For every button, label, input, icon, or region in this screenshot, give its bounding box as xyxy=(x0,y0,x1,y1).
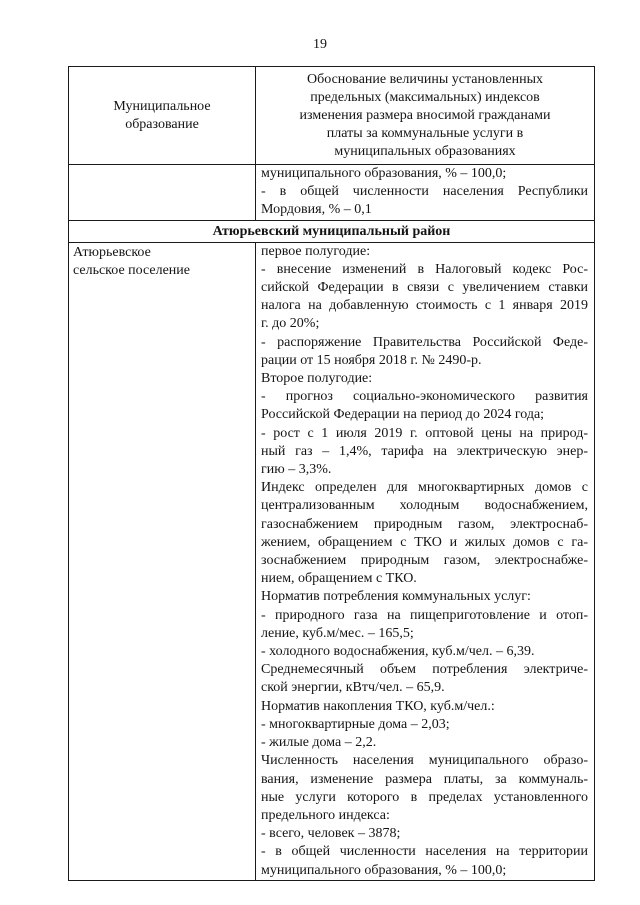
text-line: - природного газа на пищеприготовление и отоп- xyxy=(261,607,588,623)
text-line: Второе полугодие: xyxy=(261,371,373,387)
header-right-line: платы за коммунальные услуги в xyxy=(326,126,524,141)
municipal-index-table xyxy=(68,66,595,881)
text-line: ные услуги которого в пределах установленного xyxy=(261,789,588,805)
text-line: налога на добавленную стоимость с 1 января 2019 xyxy=(261,298,588,314)
header-justification xyxy=(256,67,595,165)
text-line: ление, куб.м/мес. – 165,5; xyxy=(261,625,414,641)
text-line: гию – 3,3%. xyxy=(261,462,332,478)
page-number: 19 xyxy=(313,37,327,52)
header-right-line: предельных (максимальных) индексов xyxy=(310,90,540,105)
text-line: предельного индекса: xyxy=(261,807,390,823)
text-line: ской энергии, кВтч/чел. – 65,9. xyxy=(261,680,445,696)
text-line: - многоквартирные дома – 2,03; xyxy=(261,716,450,732)
text-line: жением, обращением с ТКО и жилых домов с га- xyxy=(261,534,588,550)
header-left-line: Муниципальное xyxy=(113,98,211,114)
header-municipality xyxy=(69,67,256,165)
municipality-name-line: сельское поселение xyxy=(73,262,190,278)
text-line: - внесение изменений в Налоговый кодекс Рос- xyxy=(261,261,588,277)
text-line: Норматив накопления ТКО, куб.м/чел.: xyxy=(261,698,495,714)
municipality-name-line: Атюрьевское xyxy=(73,244,151,260)
text-line: сийской Федерации в связи с увеличением ставки xyxy=(261,280,588,296)
text-line: Численность населения муниципального образо- xyxy=(261,753,588,769)
text-line: вания, изменение размера платы, за коммуналь- xyxy=(261,771,588,787)
text-line: - в общей численности населения на территории xyxy=(261,844,588,860)
text-line: рации от 15 ноября 2018 г. № 2490-р. xyxy=(261,352,482,368)
text-line: г. до 20%; xyxy=(261,316,320,332)
text-line: Норматив потребления коммунальных услуг: xyxy=(261,589,531,605)
text-line: ный газ – 1,4%, тарифа на электрическую энер- xyxy=(261,443,588,459)
text-line: зоснабжением природным газом, электроснабже- xyxy=(261,553,588,569)
text-line: нием, обращением с ТКО. xyxy=(261,571,417,587)
continued-row xyxy=(69,165,595,221)
header-right-line: Обоснование величины установленных xyxy=(306,72,543,87)
text-line: Мордовия, % – 0,1 xyxy=(261,202,372,218)
text-line: - прогноз социально-экономического развития xyxy=(261,389,588,405)
text-line: газоснабжением природным газом, электроснаб- xyxy=(261,516,588,532)
text-line: - распоряжение Правительства Российской Феде- xyxy=(261,334,588,350)
text-line: муниципального образования, % – 100,0; xyxy=(261,166,507,181)
section-row xyxy=(69,220,595,242)
continued-left-cell xyxy=(69,165,256,221)
text-line: - всего, человек – 3878; xyxy=(261,826,401,842)
text-line: Российской Федерации на период до 2024 года; xyxy=(261,407,545,423)
header-right-line: изменения размера вносимой гражданами xyxy=(299,108,551,123)
table-row xyxy=(69,242,595,880)
text-line: - рост с 1 июля 2019 г. оптовой цены на природ- xyxy=(261,425,588,441)
municipality-name-cell xyxy=(69,242,256,880)
text-line: Индекс определен для многоквартирных домов с xyxy=(261,480,588,496)
header-right-line: муниципальных образованиях xyxy=(334,144,516,159)
text-line: - холодного водоснабжения, куб.м/чел. – 6,39. xyxy=(261,644,535,660)
justification-cell xyxy=(256,242,595,880)
section-title: Атюрьевский муниципальный район xyxy=(69,220,595,242)
text-line: первое полугодие: xyxy=(261,243,371,259)
text-line: - жилые дома – 2,2. xyxy=(261,735,377,751)
table-header-row xyxy=(69,67,595,165)
text-line: Среднемесячный объем потребления электриче- xyxy=(261,662,588,678)
text-line: - в общей численности населения Республики xyxy=(261,184,588,200)
continued-justification-cell xyxy=(256,165,595,221)
text-line: муниципального образования, % – 100,0; xyxy=(261,862,507,878)
text-line: централизованным холодным водоснабжением, xyxy=(261,498,588,514)
header-left-line: образование xyxy=(125,116,199,132)
